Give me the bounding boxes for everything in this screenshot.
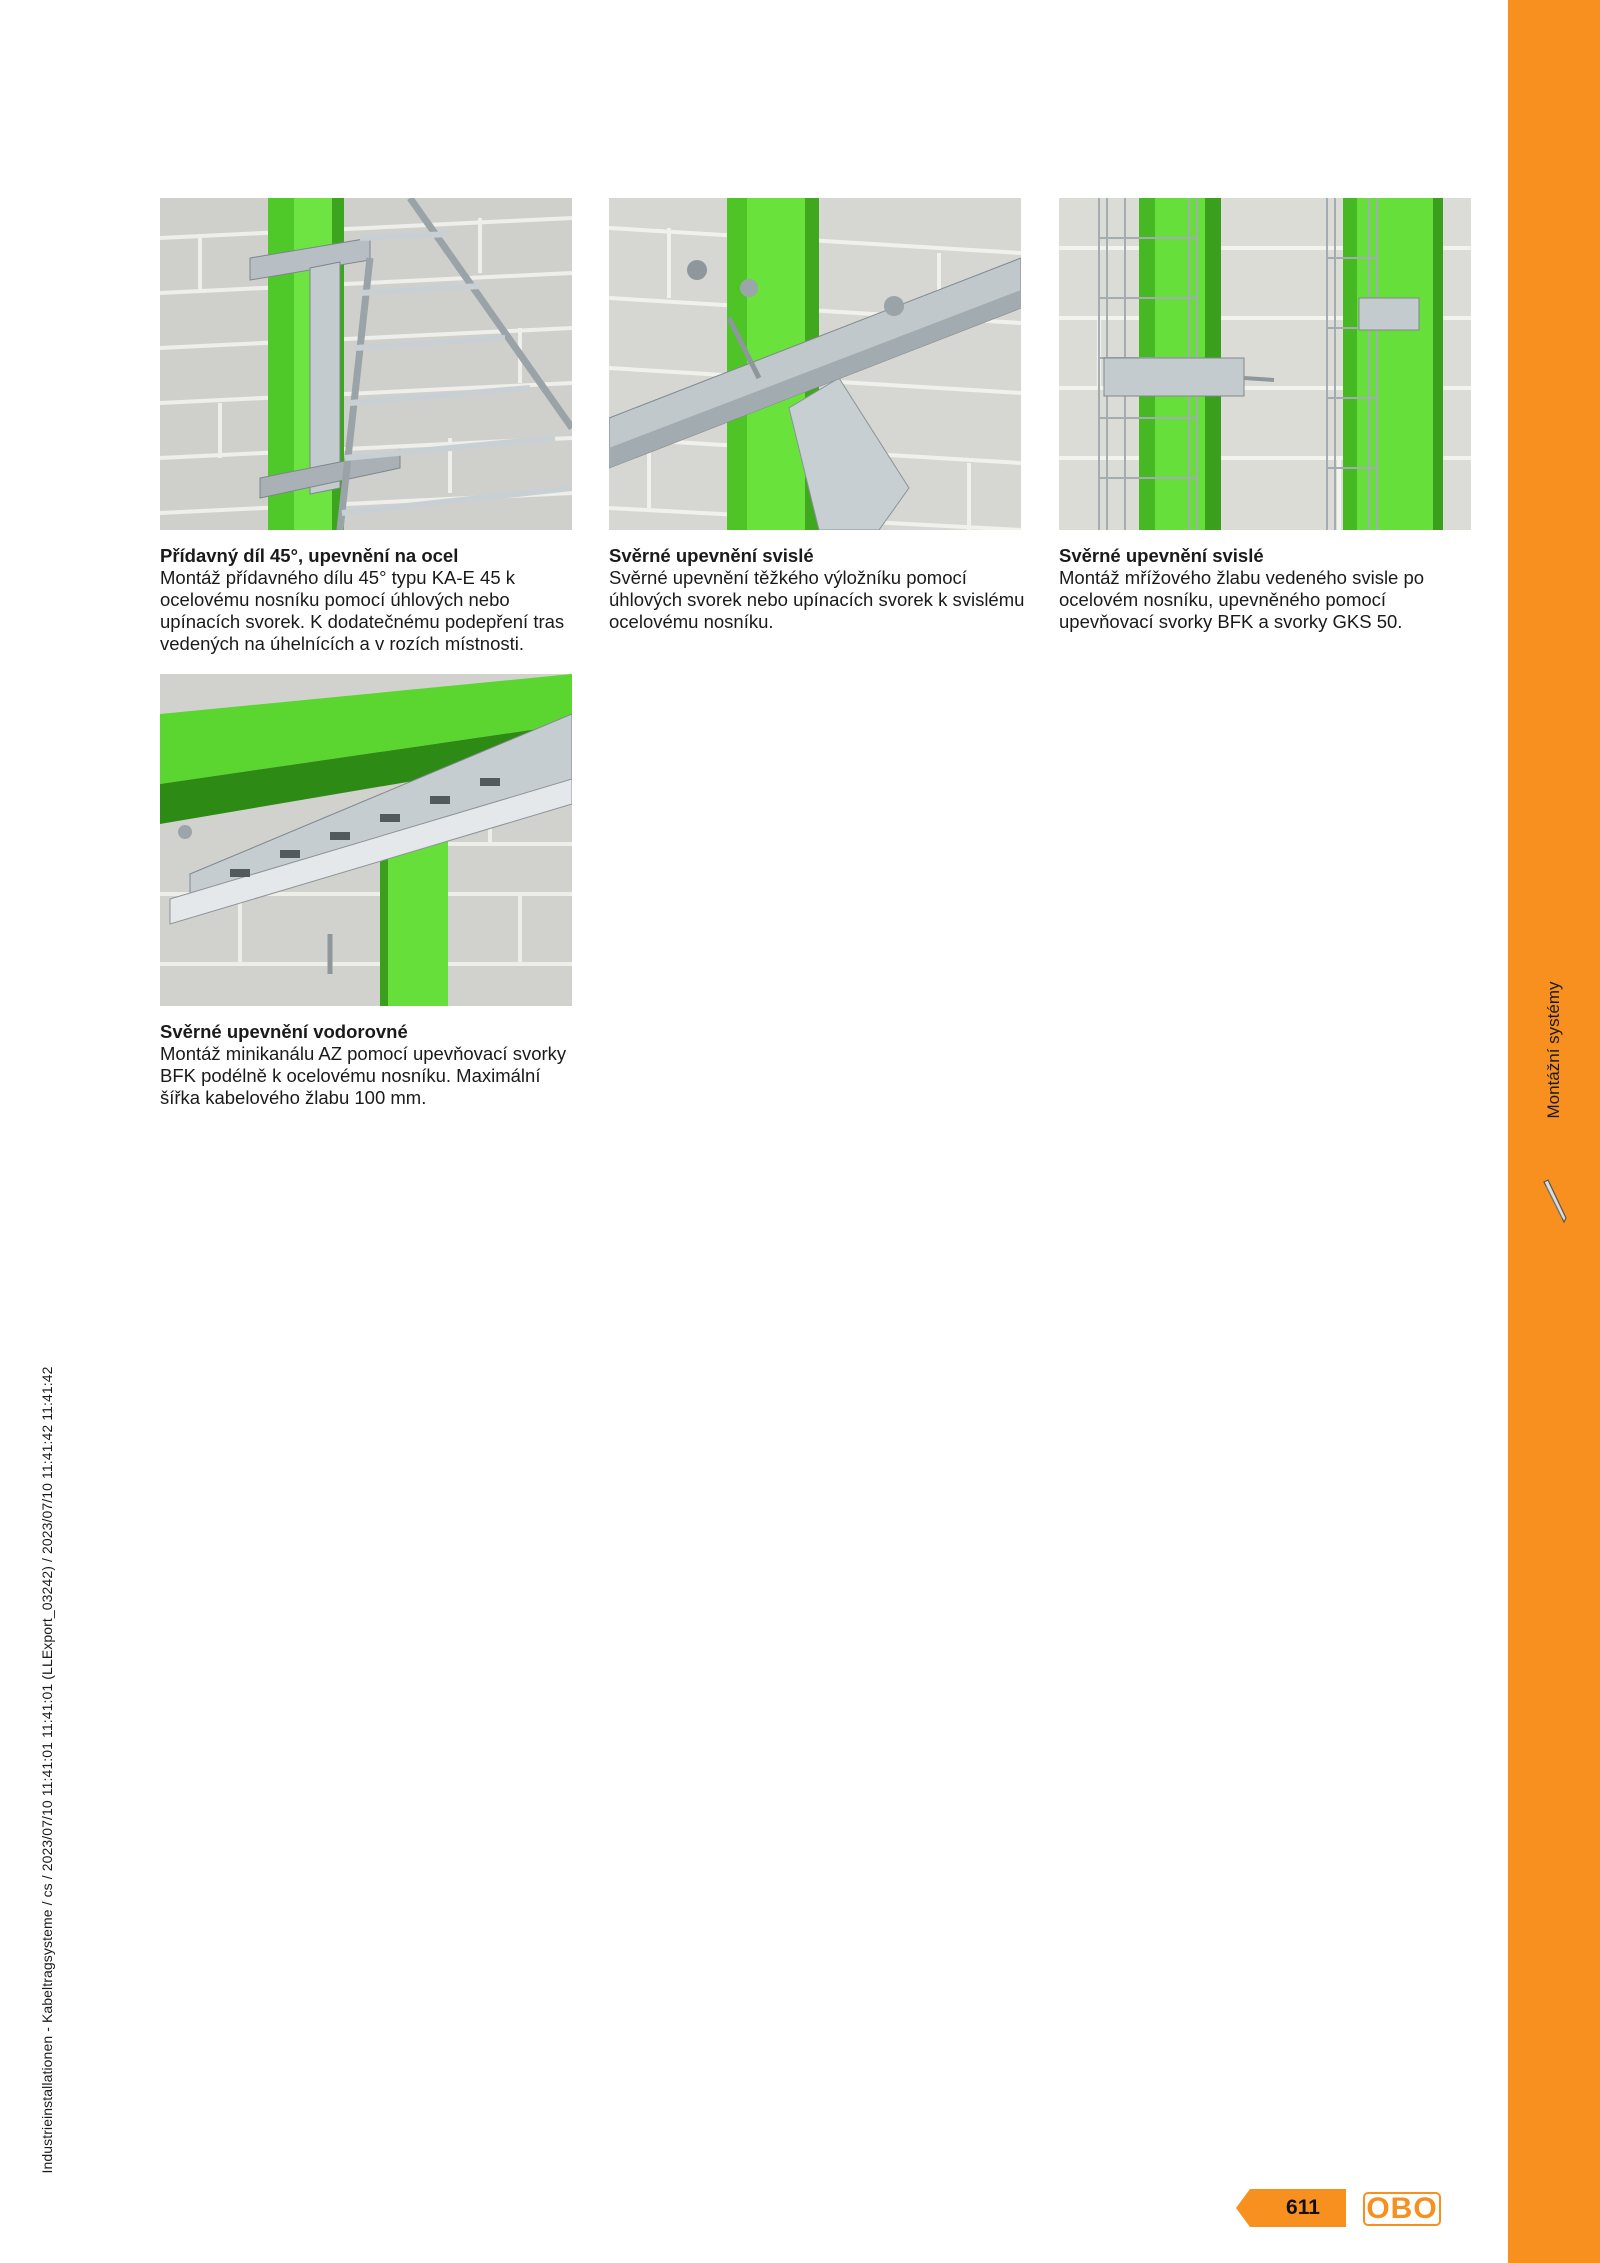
section-label: Montážní systémy <box>1544 981 1563 1119</box>
obo-logo <box>1362 2191 1442 2227</box>
mini-channel-horizontal-clamp-photo <box>160 674 572 1006</box>
caption-text: Montáž mřížového žlabu vedeného svisle po ocelovém nosníku, upevněného pomocí upevňovací svorky BFK a svorky GKS 50. <box>1059 567 1425 632</box>
caption-text: Montáž minikanálu AZ pomocí upevňovací svorky BFK podélně k ocelovému nosníku. Maximální šířka kabelového žlabu 100 mm. <box>160 1043 567 1108</box>
mesh-tray-vertical-clamp-photo <box>1059 198 1471 530</box>
cable-ladder-45-bracket-on-steel-photo <box>160 198 572 530</box>
caption-item-2 <box>609 545 1029 633</box>
caption-item-3 <box>1059 545 1479 633</box>
caption-title: Přídavný díl 45°, upevnění na ocel <box>160 545 459 566</box>
logo-text: OBO <box>1366 2192 1438 2225</box>
caption-title: Svěrné upevnění vodorovné <box>160 1021 408 1042</box>
heavy-cantilever-clamp-photo <box>609 198 1021 530</box>
print-metadata: Industrieinstallationen - Kabeltragsysteme / cs / 2023/07/10 11:41:01 11:41:01 (LLExport_03242) / 2023/07/10 11:41:42 11:41:42 <box>39 1366 55 2174</box>
caption-item-4 <box>160 1021 580 1109</box>
caption-title: Svěrné upevnění svislé <box>1059 545 1264 566</box>
page-number: 611 <box>1286 2196 1320 2219</box>
section-sidebar <box>1508 0 1600 2263</box>
caption-text: Svěrné upevnění těžkého výložníku pomocí úhlových svorek nebo upínacích svorek k svislému ocelovému nosníku. <box>609 567 1025 632</box>
bracket-icon <box>1540 1178 1570 1224</box>
caption-item-1 <box>160 545 580 655</box>
caption-text: Montáž přídavného dílu 45° typu KA-E 45 k ocelovému nosníku pomocí úhlových nebo upínacích svorek. K dodatečnému podepření tras vedených na úhelnících a v rozích místnosti. <box>160 567 565 654</box>
caption-title: Svěrné upevnění svislé <box>609 545 814 566</box>
